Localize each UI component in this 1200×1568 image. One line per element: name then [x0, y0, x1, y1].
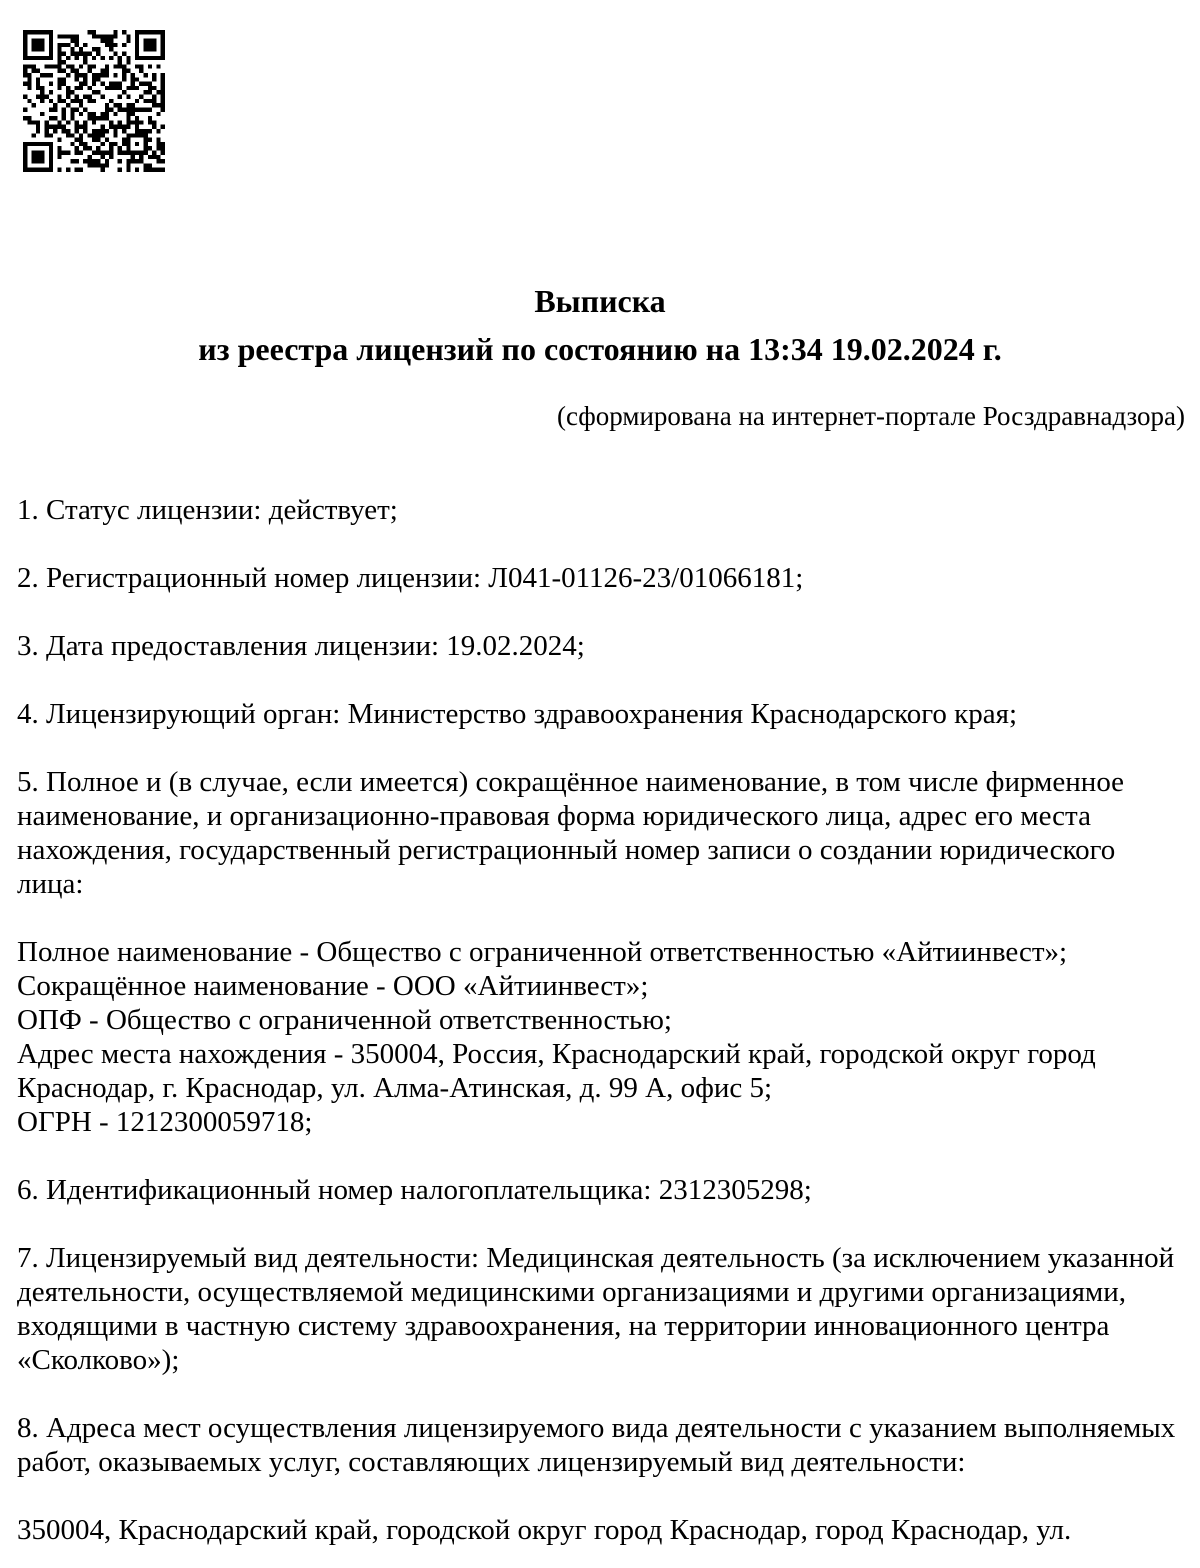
item-license-status: 1. Статус лицензии: действует;: [17, 494, 398, 526]
item-org-names-intro: 5. Полное и (в случае, если имеется) сокращённое наименование, в том числе фирменное наименование, и организационно-правовая форма юридического лица, адрес его места нахождения, государственный регистрационный номер записи о создании юридического лица:: [17, 766, 1125, 900]
item-licensing-authority: 4. Лицензирующий орган: Министерство здравоохранения Краснодарского края;: [17, 698, 1018, 730]
item-licensed-activity: 7. Лицензируемый вид деятельности: Медицинская деятельность (за исключением указанной деятельности, осуществляемой медицинскими организациями и другими организациями, входящими в частную систему здравоохранения, на территории инновационного центра «Сколково»);: [17, 1242, 1175, 1376]
item-inn: 6. Идентификационный номер налогоплательщика: 2312305298;: [17, 1174, 812, 1206]
org-full-name: Полное наименование - Общество с ограниченной ответственностью «Айтиинвест»;: [17, 936, 1068, 968]
document-subtitle: (сформирована на интернет-портале Росздравнадзора): [556, 401, 1185, 431]
item-grant-date: 3. Дата предоставления лицензии: 19.02.2024;: [17, 630, 585, 662]
document-title: [0, 277, 1200, 373]
title-line-1: Выписка: [534, 283, 666, 319]
title-line-2: из реестра лицензий по состоянию на 13:34 19.02.2024 г.: [198, 331, 1002, 367]
org-short-name: Сокращённое наименование - ООО «Айтиинвест»;: [17, 970, 649, 1002]
item-registration-number: 2. Регистрационный номер лицензии: Л041-01126-23/01066181;: [17, 562, 804, 594]
item-activity-address: 350004, Краснодарский край, городской округ город Краснодар, город Краснодар, ул.: [17, 1514, 1072, 1546]
org-details-block: [17, 935, 1185, 1139]
org-legal-form: ОПФ - Общество с ограниченной ответственностью;: [17, 1004, 672, 1036]
document-body: [17, 493, 1185, 1568]
org-address: Адрес места нахождения - 350004, Россия, Краснодарский край, городской округ город Краснодар, г. Краснодар, ул. Алма-Атинская, д. 99 А, офис 5;: [17, 1038, 1096, 1104]
qr-code-icon: [23, 30, 165, 172]
item-addresses-intro: 8. Адреса мест осуществления лицензируемого вида деятельности с указанием выполняемых работ, оказываемых услуг, составляющих лицензируемый вид деятельности:: [17, 1412, 1176, 1478]
org-ogrn: ОГРН - 1212300059718;: [17, 1106, 313, 1138]
